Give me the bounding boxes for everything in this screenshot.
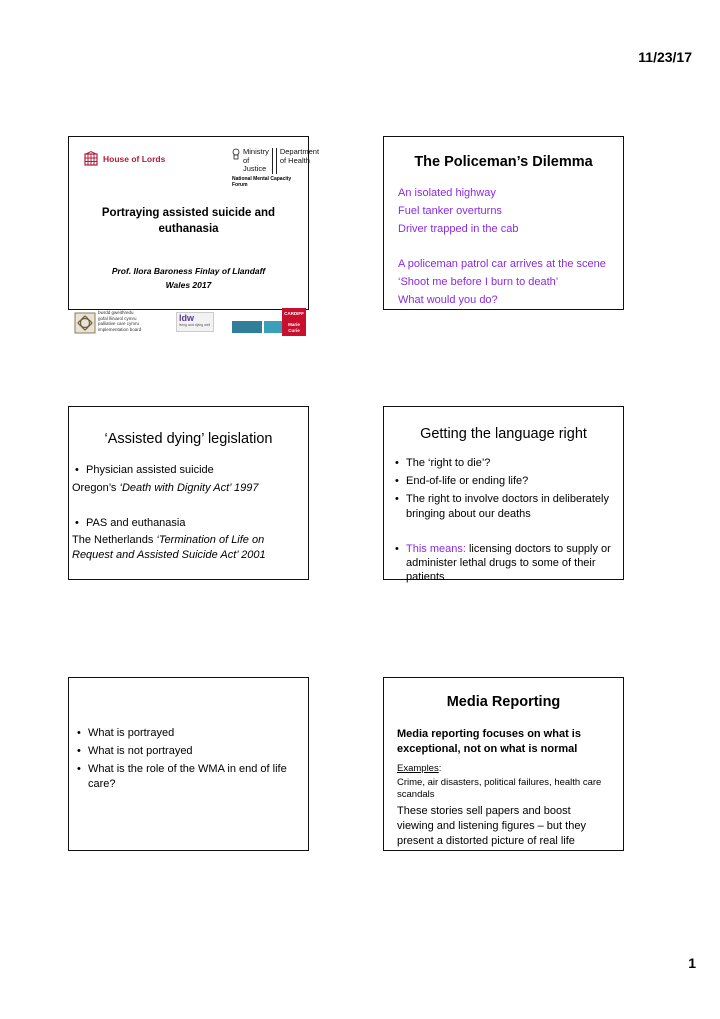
- slide6-examples-label: Examples:: [397, 763, 442, 774]
- slide-portrayal-questions: [68, 677, 309, 851]
- slide2-line-6: What would you do?: [398, 294, 498, 306]
- house-of-lords-text: House of Lords: [103, 154, 166, 164]
- page-date: 11/23/17: [638, 49, 692, 65]
- slide3-netherlands-1: The Netherlands ‘Termination of Life on: [72, 534, 265, 546]
- nmcf-label: National Mental Capacity Forum: [232, 176, 292, 188]
- slide-media-reporting: [383, 677, 624, 851]
- slide6-para-2: viewing and listening figures – but they: [397, 820, 586, 832]
- slide-title-portraying: [68, 136, 320, 310]
- slide-getting-language-right: [383, 406, 624, 583]
- government-logos: [232, 148, 319, 174]
- slide2-line-1: An isolated highway: [398, 187, 496, 199]
- slide3-netherlands-2: Request and Assisted Suicide Act’ 2001: [72, 549, 266, 561]
- slide4-means: • This means: licensing doctors to supply or: [392, 543, 611, 557]
- slide-policemans-dilemma: [383, 136, 624, 310]
- partner-welsh-line1: bwrdd gweithredu: [98, 310, 134, 315]
- ldw-logo: ldw living and dying well: [176, 312, 214, 332]
- slide6-bold-1: Media reporting focuses on what is: [397, 728, 581, 740]
- slide3-bullet-1: • Physician assisted suicide: [72, 464, 214, 478]
- slide4-bullet-3-cont: bringing about our deaths: [406, 508, 531, 520]
- slide4-means-3: patients: [406, 571, 445, 583]
- slide5-bullet-3-cont: care?: [88, 778, 116, 790]
- slide3-title: ‘Assisted dying’ legislation: [104, 431, 273, 447]
- slide4-means-2: administer lethal drugs to some of their: [406, 557, 596, 569]
- slide4-title: Getting the language right: [420, 426, 587, 442]
- slide6-para-3: present a distorted picture of real life: [397, 835, 575, 847]
- moj-line2: of Justice: [243, 155, 267, 173]
- slide5-bullet-1: • What is portrayed: [74, 727, 174, 741]
- partner-en-line1: palliative care cymru: [98, 321, 140, 326]
- portcullis-icon: [83, 151, 99, 167]
- slide4-bullet-2: • End-of-life or ending life?: [392, 475, 528, 489]
- slide6-para-1: These stories sell papers and boost: [397, 805, 571, 817]
- doh-line1: Department: [279, 147, 320, 156]
- slide2-line-3: Driver trapped in the cab: [398, 223, 519, 235]
- slide6-title: Media Reporting: [446, 694, 561, 710]
- slide2-title: The Policeman’s Dilemma: [414, 154, 593, 170]
- slide3-oregon: Oregon’s ‘Death with Dignity Act’ 1997: [72, 482, 259, 494]
- partner-en-line2: implementation board: [98, 326, 142, 332]
- slide6-examples-2: scandals: [397, 789, 435, 800]
- cardiff-logo: CARDIFF Marie Curie: [282, 308, 306, 336]
- slide6-bold-2: exceptional, not on what is normal: [397, 743, 578, 755]
- slide1-title: Portraying assisted suicide and euthanasia: [101, 207, 276, 235]
- house-of-lords-logo: [83, 151, 165, 167]
- page-number: 1: [688, 955, 696, 971]
- slide2-line-4: A policeman patrol car arrives at the scene: [398, 258, 606, 270]
- slide4-bullet-3: • The right to involve doctors in deliberately: [392, 493, 609, 507]
- slide4-bullet-1: • The ‘right to die’?: [392, 457, 490, 471]
- royal-crest-icon: [232, 148, 240, 160]
- moj-line1: Ministry: [243, 147, 269, 156]
- slide5-bullet-3: • What is the role of the WMA in end of life: [74, 763, 287, 777]
- slide5-bullet-2: • What is not portrayed: [74, 745, 193, 759]
- slide2-line-2: Fuel tanker overturns: [398, 205, 502, 217]
- slide1-author: Prof. Ilora Baroness Finlay of Llandaff Wales 2017: [111, 266, 266, 290]
- partner-logos-strip: [74, 308, 306, 336]
- slide3-bullet-2: • PAS and euthanasia: [72, 517, 185, 531]
- slide2-line-5: ‘Shoot me before I burn to death’: [398, 276, 559, 288]
- slide-assisted-dying-legislation: [68, 406, 309, 580]
- doh-line2: of Health: [279, 155, 310, 165]
- slide6-examples-1: Crime, air disasters, political failures, health care: [397, 777, 602, 788]
- partner-welsh-line2: gofal lliniarol cymru: [98, 315, 137, 321]
- celtic-knot-icon: [74, 312, 96, 334]
